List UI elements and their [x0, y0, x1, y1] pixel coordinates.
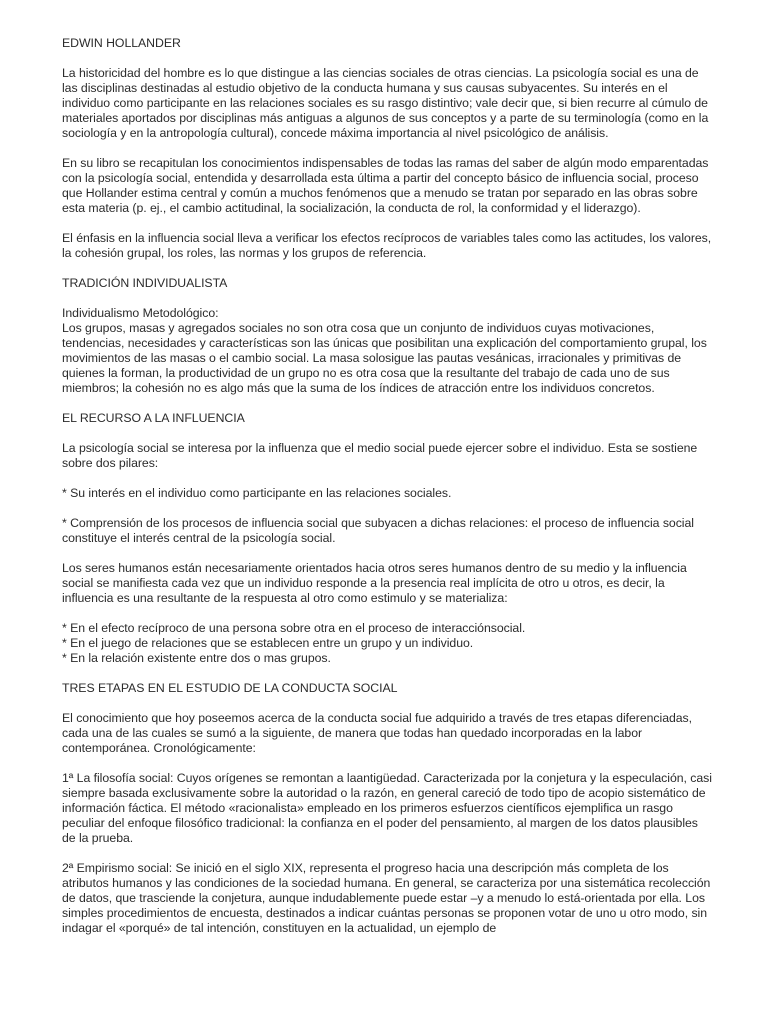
tradicion-subheading: Individualismo Metodológico: — [62, 306, 219, 320]
tradicion-block — [62, 306, 712, 396]
recurso-bullet-1: * Su interés en el individuo como participante en las relaciones sociales. — [62, 486, 452, 500]
intro-paragraph-1: La historicidad del hombre es lo que distingue a las ciencias sociales de otras ciencias. La psicología social es una de las disciplinas destinadas al estudio objetivo de la conducta humana y sus causas subyacentes. Su interés en el individuo como participante en las relaciones sociales es su rasgo distintivo; vale decir que, si bien recurre al cúmulo de materiales aportados por disciplinas más antiguas a algunos de sus conceptos y a parte de su terminología (como en la sociología y en la antropología cultural), concede máxima importancia al nivel psicológico de análisis. — [62, 66, 709, 140]
tradicion-paragraph: Los grupos, masas y agregados sociales no son otra cosa que un conjunto de individuos cuyas motivaciones, tendencias, necesidades y características son las únicas que posibilitan una explicación del comportamiento grupal, los movimientos de las masas o el cambio social. La masa solosigue las pautas vesánicas, irracionales y primitivas de quienes la forman, la productividad de un grupo no es otra cosa que la resultante del trabajo de cada uno de sus miembros; la cohesión no es algo más que la suma de los índices de atracción entre los individuos concretos. — [62, 321, 707, 395]
intro-paragraph-3: El énfasis en la influencia social lleva a verificar los efectos recíprocos de variables tales como las actitudes, los valores, la cohesión grupal, los roles, las normas y los grupos de referencia. — [62, 231, 712, 260]
intro-paragraph-2: En su libro se recapitulan los conocimientos indispensables de todas las ramas del saber de algún modo emparentadas con la psicología social, entendida y desarrollada esta última a partir del concepto básico de influencia social, proceso que Hollander estima central y común a muchos fenómenos que a menudo se tratan por separado en las obras sobre esta materia (p. ej., el cambio actitudinal, la socialización, la conducta de rol, la conformidad y el liderazgo). — [62, 156, 709, 215]
etapas-paragraph-3: 2ª Empirismo social: Se inició en el siglo XIX, representa el progreso hacia una descripción más completa de los atributos humanos y las condiciones de la sociedad humana. En general, se caracteriza por una sistemática recolección de datos, que trasciende la conjetura, aunque indudablemente puede estar –y a menudo lo está-orientada por ella. Los simples procedimientos de encuesta, destinados a indicar cuántas personas se proponen votar de uno u otro modo, sin indagar el «porqué» de tal intención, constituyen en la actualidad, un ejemplo de — [62, 861, 711, 935]
section-heading-recurso: EL RECURSO A LA INFLUENCIA — [62, 411, 245, 425]
document-page — [62, 36, 712, 951]
author-heading: EDWIN HOLLANDER — [62, 36, 181, 50]
recurso-bullet-list — [62, 621, 712, 666]
etapas-paragraph-1: El conocimiento que hoy poseemos acerca de la conducta social fue adquirido a través de tres etapas diferenciadas, cada una de las cuales se sumó a la siguiente, de manera que todas han quedado incorporadas en la labor contemporánea. Cronológicamente: — [62, 711, 693, 755]
recurso-list-item-1: * En el efecto recíproco de una persona sobre otra en el proceso de interacciónsocial. — [62, 621, 526, 635]
section-heading-etapas: TRES ETAPAS EN EL ESTUDIO DE LA CONDUCTA SOCIAL — [62, 681, 398, 695]
recurso-paragraph-2: Los seres humanos están necesariamente orientados hacia otros seres humanos dentro de su medio y la influencia social se manifiesta cada vez que un individuo responde a la presencia real implícita de otro u otros, es decir, la influencia es una resultante de la respuesta al otro como estimulo y se materializa: — [62, 561, 687, 605]
recurso-list-item-2: * En el juego de relaciones que se establecen entre un grupo y un individuo. — [62, 636, 474, 650]
recurso-bullet-2: * Comprensión de los procesos de influencia social que subyacen a dichas relaciones: el proceso de influencia social constituye el interés central de la psicología social. — [62, 516, 694, 545]
section-heading-tradicion: TRADICIÓN INDIVIDUALISTA — [62, 276, 228, 290]
etapas-paragraph-2: 1ª La filosofía social: Cuyos orígenes se remontan a laantigüedad. Caracterizada por la conjetura y la especulación, casi siempre basada exclusivamente sobre la autoridad o la razón, en general careció de todo tipo de acopio sistemático de información fáctica. El método «racionalista» empleado en los primeros esfuerzos científicos ejemplifica un rasgo peculiar del enfoque filosófico tradicional: la confianza en el poder del pensamiento, al margen de los datos plausibles de la prueba. — [62, 771, 712, 845]
recurso-paragraph-1: La psicología social se interesa por la influenza que el medio social puede ejercer sobre el individuo. Esta se sostiene sobre dos pilares: — [62, 441, 698, 470]
recurso-list-item-3: * En la relación existente entre dos o mas grupos. — [62, 651, 331, 665]
